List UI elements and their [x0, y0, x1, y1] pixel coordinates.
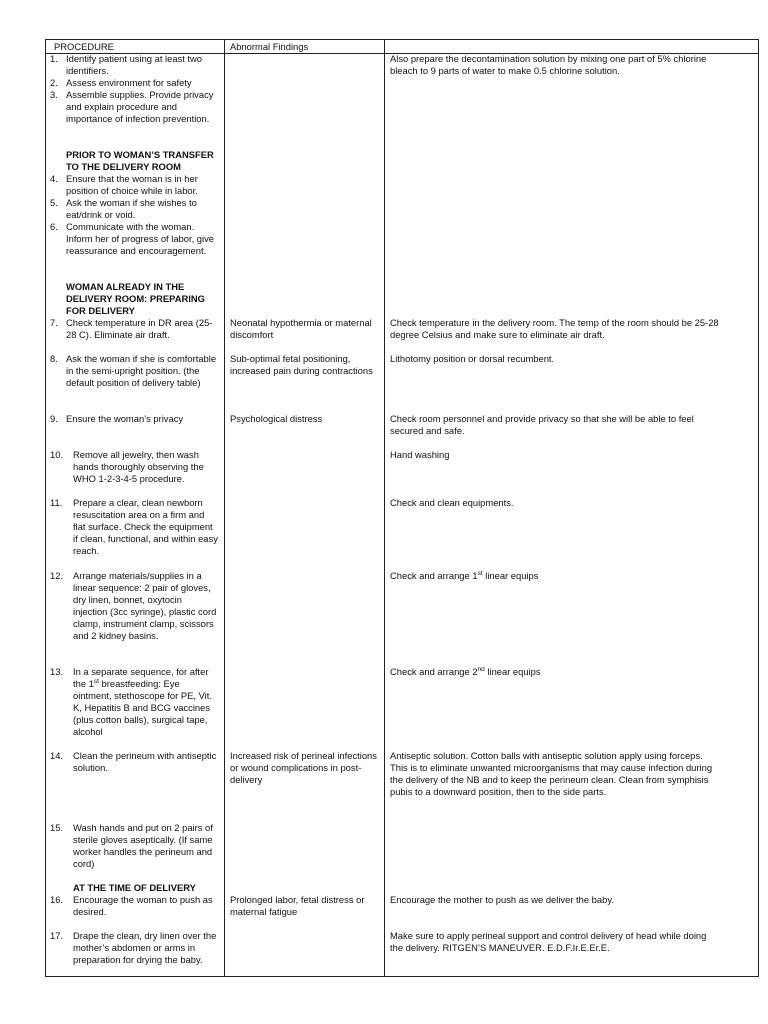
- finding-7: Neonatal hypothermia or maternal discomfort: [230, 317, 372, 340]
- step-7: 7. Check temperature in DR area (25-28 C). Eliminate air draft.: [50, 317, 213, 340]
- section-prior-transfer: PRIOR TO WOMAN’S TRANSFER TO THE DELIVERY ROOM: [66, 149, 214, 172]
- finding-9: Psychological distress: [230, 413, 323, 424]
- header-procedure: PROCEDURE: [54, 41, 114, 52]
- procedure-column: [46, 40, 225, 976]
- note-8: Lithotomy position or dorsal recumbent.: [390, 353, 555, 364]
- step-10: 10. Remove all jewelry, then wash hands thoroughly observing the WHO 1-2-3-4-5 procedure.: [50, 449, 204, 484]
- procedure-table: [45, 39, 759, 977]
- header-abnormal: Abnormal Findings: [230, 41, 309, 52]
- step-9: 9. Ensure the woman’s privacy: [50, 413, 184, 424]
- note-11: Check and clean equipments.: [390, 497, 514, 508]
- step-12: 12. Arrange materials/supplies in a linear sequence: 2 pair of gloves, dry linen, bonnet, oxytocin injection (3cc syringe), plastic cord clamp, instrument clamp, scissors and 2 kidney basins.: [50, 570, 217, 641]
- step-5: 5. Ask the woman if she wishes to eat/drink or void.: [50, 197, 197, 220]
- finding-16: Prolonged labor, fetal distress or maternal fatigue: [230, 894, 365, 917]
- step-17: 17. Drape the clean, dry linen over the mother’s abdomen or arms in preparation for drying the baby.: [50, 930, 217, 965]
- step-11: 11. Prepare a clear, clean newborn resuscitation area on a firm and flat surface. Check the equipment if clean, functional, and within easy reach.: [50, 497, 218, 556]
- step-16: 16. Encourage the woman to push as desired.: [50, 894, 213, 917]
- section-time-of-delivery: AT THE TIME OF DELIVERY: [73, 882, 196, 893]
- step-15: 15. Wash hands and put on 2 pairs of sterile gloves aseptically. (If same worker handles the perineum and cord): [50, 822, 213, 869]
- abnormal-findings-column: [224, 40, 385, 976]
- note-17: Make sure to apply perineal support and control delivery of head while doing the delivery. RITGEN’S MANEUVER. E.D.F.Ir.E.Er.E.: [390, 930, 707, 953]
- note-10: Hand washing: [390, 449, 450, 460]
- note-16: Encourage the mother to push as we deliver the baby.: [390, 894, 614, 905]
- finding-14: Increased risk of perineal infections or wound complications in post-delivery: [230, 750, 377, 785]
- step-13: 13. In a separate sequence, for after the 1st breastfeeding: Eye ointment, stethoscope for PE, Vit. K, Hepatitis B and BCG vaccines (plus cotton balls), surgical tape, alcohol: [50, 666, 212, 737]
- note-9: Check room personnel and provide privacy so that she will be able to feel secured and safe.: [390, 413, 694, 436]
- note-13: Check and arrange 2nd linear equips: [390, 665, 541, 677]
- note-14: Antiseptic solution. Cotton balls with antiseptic solution apply using forceps. This is to eliminate unwanted microorganisms that may cause infection during the delivery of the NB and to keep the perineum clean. Clean from symphisis pubis to a downward position, then to the side parts.: [390, 750, 713, 797]
- step-4: 4. Ensure that the woman is in her position of choice while in labor.: [50, 173, 198, 196]
- step-3: 3. Assemble supplies. Provide privacy and explain procedure and importance of infection prevention.: [50, 89, 214, 124]
- note-1: Also prepare the decontamination solution by mixing one part of 5% chlorine bleach to 9 parts of water to make 0.5 chlorine solution.: [390, 53, 707, 76]
- section-already-in-dr: WOMAN ALREADY IN THE DELIVERY ROOM: PREPARING FOR DELIVERY: [66, 281, 205, 316]
- notes-column: [384, 40, 758, 976]
- step-8: 8. Ask the woman if she is comfortable in the semi-upright position. (the default position of delivery table): [50, 353, 217, 388]
- step-6: 6. Communicate with the woman. Inform her of progress of labor, give reassurance and encouragement.: [50, 221, 214, 256]
- step-1: 1. Identify patient using at least two identifiers.: [50, 53, 203, 76]
- note-7: Check temperature in the delivery room. The temp of the room should be 25-28 degree Celsius and make sure to eliminate air draft.: [390, 317, 719, 340]
- finding-8: Sub-optimal fetal positioning, increased pain during contractions: [230, 353, 373, 376]
- note-12: Check and arrange 1st linear equips: [390, 569, 539, 581]
- step-2: 2. Assess environment for safety: [50, 77, 192, 88]
- step-14: 14. Clean the perineum with antiseptic solution.: [50, 750, 217, 773]
